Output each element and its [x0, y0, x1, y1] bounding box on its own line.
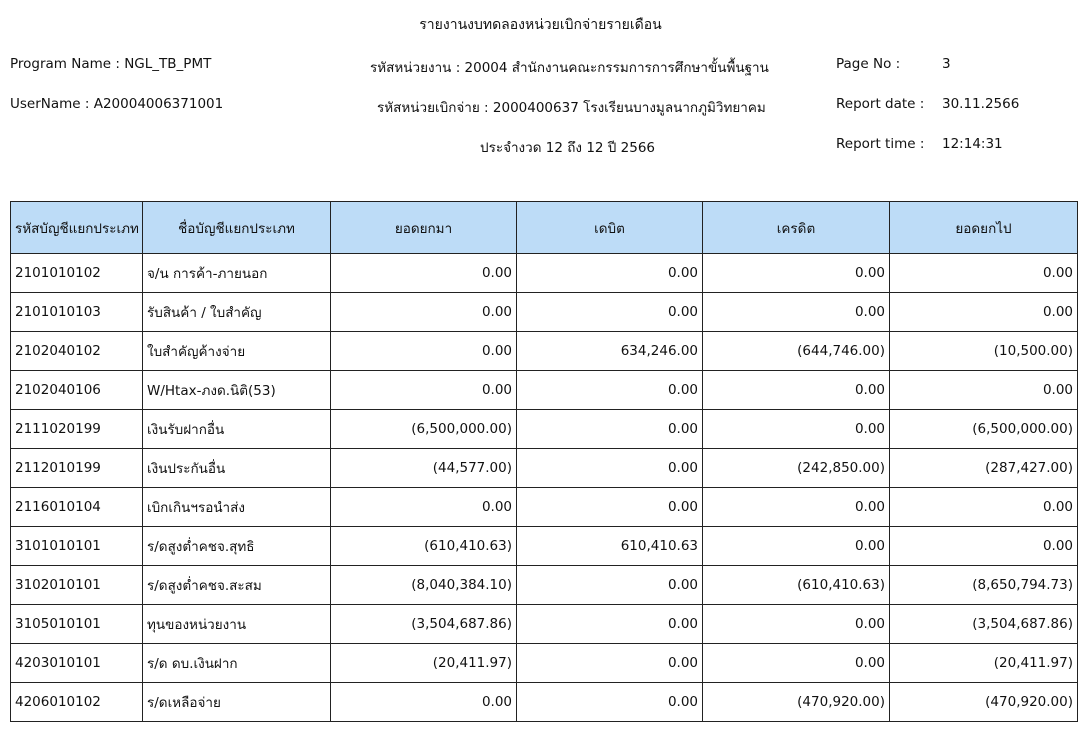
carried-forward-cell: (10,500.00) [890, 332, 1078, 371]
carried-forward-cell: 0.00 [890, 254, 1078, 293]
account-code-cell: 3102010101 [11, 566, 143, 605]
credit-cell: 0.00 [703, 293, 890, 332]
brought-forward-cell: 0.00 [331, 683, 517, 722]
account-name-cell: เงินรับฝากอื่น [143, 410, 331, 449]
debit-cell: 0.00 [517, 410, 703, 449]
account-name-cell: ร/ดสูงต่ำคชจ.สุทธิ [143, 527, 331, 566]
brought-forward-cell: 0.00 [331, 488, 517, 527]
table-row [11, 410, 1078, 449]
table-row [11, 605, 1078, 644]
account-code-cell: 2101010102 [11, 254, 143, 293]
debit-cell: 0.00 [517, 254, 703, 293]
carried-forward-cell: (3,504,687.86) [890, 605, 1078, 644]
report-time-label: Report time : [836, 136, 925, 152]
account-code-cell: 4203010101 [11, 644, 143, 683]
account-code-cell: 3105010101 [11, 605, 143, 644]
brought-forward-cell: 0.00 [331, 254, 517, 293]
debit-cell: 0.00 [517, 293, 703, 332]
debit-cell: 0.00 [517, 371, 703, 410]
account-code-cell: 2102040102 [11, 332, 143, 371]
column-header: เครดิต [703, 202, 890, 254]
credit-cell: 0.00 [703, 527, 890, 566]
column-header: ยอดยกไป [890, 202, 1078, 254]
account-name-cell: จ/น การค้า-ภายนอก [143, 254, 331, 293]
table-row [11, 371, 1078, 410]
carried-forward-cell: (6,500,000.00) [890, 410, 1078, 449]
disbursement-unit-line: รหัสหน่วยเบิกจ่าย : 2000400637 โรงเรียนบางมูลนากภูมิวิทยาคม [377, 100, 766, 116]
page-no-value: 3 [942, 56, 951, 72]
account-code-cell: 3101010101 [11, 527, 143, 566]
account-name-cell: รับสินค้า / ใบสำคัญ [143, 293, 331, 332]
credit-cell: 0.00 [703, 410, 890, 449]
credit-cell: 0.00 [703, 254, 890, 293]
table-row [11, 293, 1078, 332]
table-row [11, 254, 1078, 293]
report-time-value: 12:14:31 [942, 136, 1003, 152]
table-row [11, 332, 1078, 371]
table-row [11, 566, 1078, 605]
trial-balance-table [10, 201, 1078, 722]
carried-forward-cell: 0.00 [890, 371, 1078, 410]
debit-cell: 610,410.63 [517, 527, 703, 566]
account-name-cell: ทุนของหน่วยงาน [143, 605, 331, 644]
credit-cell: (470,920.00) [703, 683, 890, 722]
account-code-cell: 2101010103 [11, 293, 143, 332]
debit-cell: 0.00 [517, 605, 703, 644]
report-date-label: Report date : [836, 96, 925, 112]
credit-cell: 0.00 [703, 644, 890, 683]
brought-forward-cell: (610,410.63) [331, 527, 517, 566]
brought-forward-cell: (20,411.97) [331, 644, 517, 683]
report-title: รายงานงบทดลองหน่วยเบิกจ่ายรายเดือน [419, 17, 662, 33]
column-header: เดบิต [517, 202, 703, 254]
carried-forward-cell: (8,650,794.73) [890, 566, 1078, 605]
agency-line: รหัสหน่วยงาน : 20004 สำนักงานคณะกรรมการการศึกษาขั้นพื้นฐาน [370, 60, 769, 76]
user-name: UserName : A20004006371001 [10, 96, 224, 112]
credit-cell: 0.00 [703, 488, 890, 527]
credit-cell: 0.00 [703, 605, 890, 644]
carried-forward-cell: 0.00 [890, 488, 1078, 527]
brought-forward-cell: 0.00 [331, 293, 517, 332]
debit-cell: 0.00 [517, 449, 703, 488]
debit-cell: 0.00 [517, 566, 703, 605]
carried-forward-cell: (20,411.97) [890, 644, 1078, 683]
account-name-cell: W/Htax-ภงด.นิติ(53) [143, 371, 331, 410]
account-name-cell: ร/ดสูงต่ำคชจ.สะสม [143, 566, 331, 605]
debit-cell: 0.00 [517, 683, 703, 722]
account-name-cell: ร/ด ดบ.เงินฝาก [143, 644, 331, 683]
account-code-cell: 2102040106 [11, 371, 143, 410]
account-name-cell: เงินประกันอื่น [143, 449, 331, 488]
credit-cell: (610,410.63) [703, 566, 890, 605]
account-name-cell: เบิกเกินฯรอนำส่ง [143, 488, 331, 527]
credit-cell: (242,850.00) [703, 449, 890, 488]
brought-forward-cell: 0.00 [331, 371, 517, 410]
carried-forward-cell: (470,920.00) [890, 683, 1078, 722]
report-date-value: 30.11.2566 [942, 96, 1020, 112]
account-code-cell: 2116010104 [11, 488, 143, 527]
brought-forward-cell: (44,577.00) [331, 449, 517, 488]
table-row [11, 527, 1078, 566]
account-code-cell: 2112010199 [11, 449, 143, 488]
table-row [11, 644, 1078, 683]
carried-forward-cell: (287,427.00) [890, 449, 1078, 488]
table-row [11, 449, 1078, 488]
account-name-cell: ร/ดเหลือจ่าย [143, 683, 331, 722]
program-name: Program Name : NGL_TB_PMT [10, 56, 212, 72]
table-row [11, 488, 1078, 527]
debit-cell: 634,246.00 [517, 332, 703, 371]
brought-forward-cell: (3,504,687.86) [331, 605, 517, 644]
brought-forward-cell: (8,040,384.10) [331, 566, 517, 605]
debit-cell: 0.00 [517, 488, 703, 527]
debit-cell: 0.00 [517, 644, 703, 683]
column-header: รหัสบัญชีแยกประเภท [11, 202, 143, 254]
table-row [11, 683, 1078, 722]
carried-forward-cell: 0.00 [890, 527, 1078, 566]
credit-cell: 0.00 [703, 371, 890, 410]
period-line: ประจำงวด 12 ถึง 12 ปี 2566 [480, 140, 656, 156]
column-header: ชื่อบัญชีแยกประเภท [143, 202, 331, 254]
credit-cell: (644,746.00) [703, 332, 890, 371]
account-code-cell: 2111020199 [11, 410, 143, 449]
account-name-cell: ใบสำคัญค้างจ่าย [143, 332, 331, 371]
brought-forward-cell: 0.00 [331, 332, 517, 371]
table-header-row [11, 202, 1078, 254]
column-header: ยอดยกมา [331, 202, 517, 254]
account-code-cell: 4206010102 [11, 683, 143, 722]
page-no-label: Page No : [836, 56, 901, 72]
brought-forward-cell: (6,500,000.00) [331, 410, 517, 449]
carried-forward-cell: 0.00 [890, 293, 1078, 332]
